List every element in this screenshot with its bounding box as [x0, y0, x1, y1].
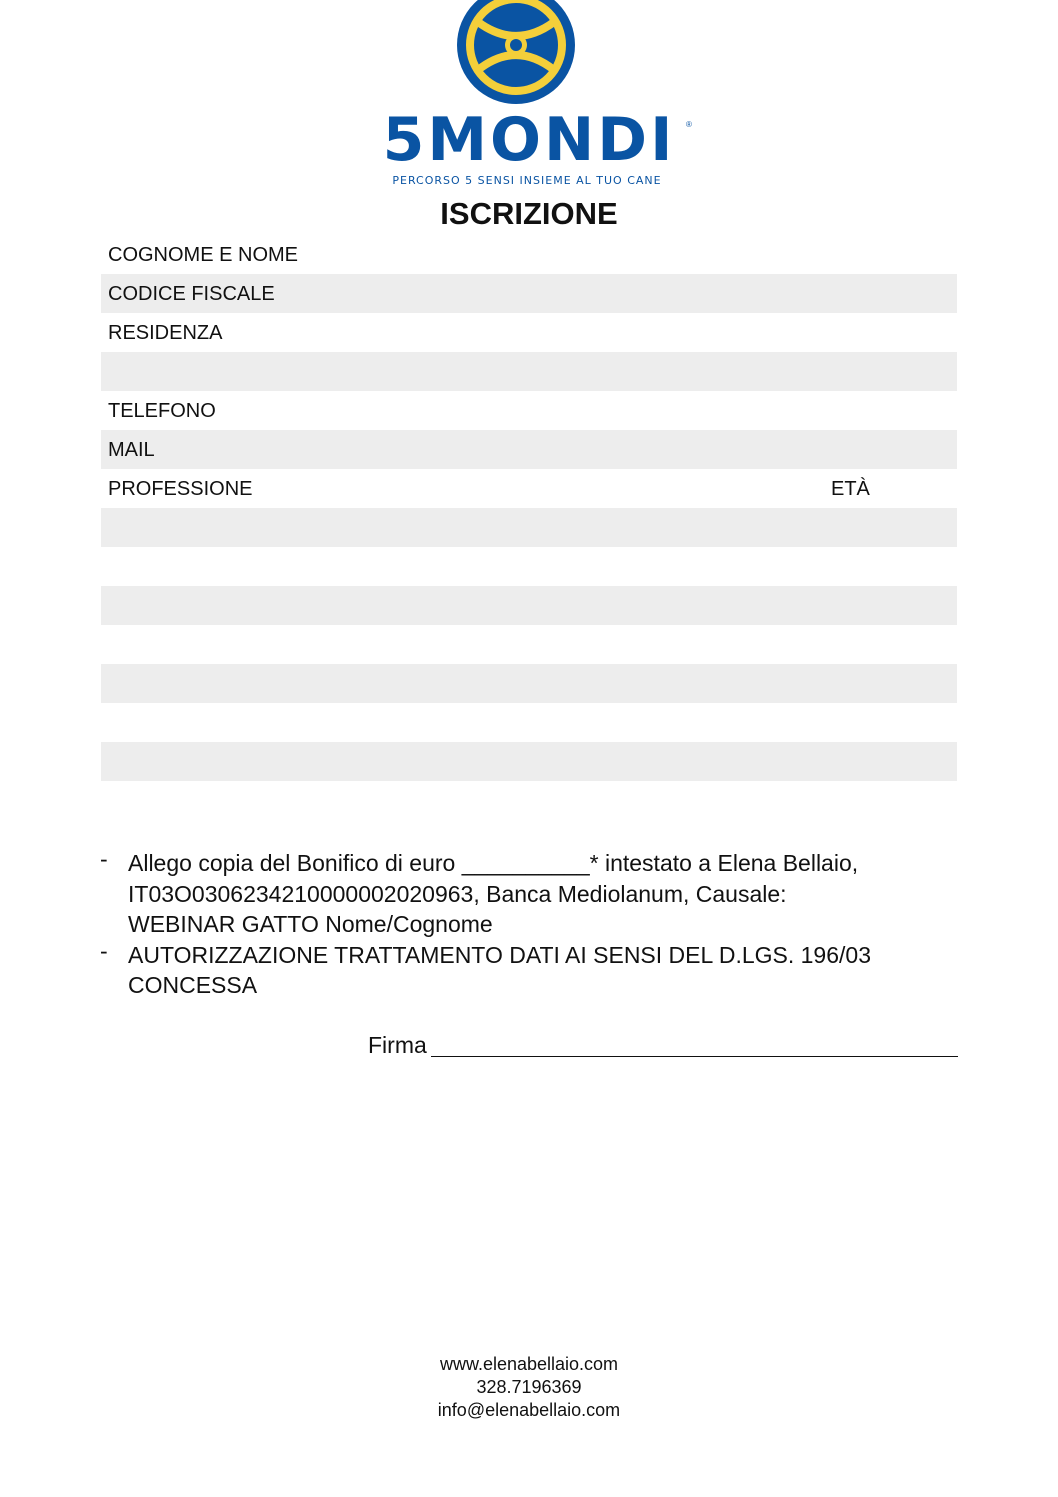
form-row[interactable]	[101, 703, 957, 742]
form-row[interactable]	[101, 274, 957, 313]
form-row-label: MAIL	[108, 439, 155, 461]
form-row[interactable]	[101, 664, 957, 703]
form-row-label: CODICE FISCALE	[108, 283, 275, 305]
signature-line[interactable]	[431, 1056, 958, 1057]
footer-email: info@elenabellaio.com	[437, 1400, 621, 1420]
form-row[interactable]	[101, 742, 957, 781]
signature-field[interactable]	[368, 1030, 958, 1060]
form-row[interactable]	[101, 391, 957, 430]
form-row-label: COGNOME E NOME	[108, 244, 299, 266]
brand-tagline: PERCORSO 5 SENSI INSIEME AL TUO CANE	[392, 174, 662, 187]
form-row-label-secondary: ETÀ	[831, 478, 870, 500]
footer	[0, 1353, 1058, 1422]
brand-logo	[0, 0, 1058, 195]
declaration-line: AUTORIZZAZIONE TRATTAMENTO DATI AI SENSI DEL D.LGS. 196/03	[128, 941, 871, 968]
bullet-dash: -	[100, 846, 108, 872]
declaration-line: Allego copia del Bonifico di euro __________* intestato a Elena Bellaio,	[128, 850, 859, 876]
brand-name: 5MONDI	[382, 105, 676, 175]
form-row[interactable]	[101, 313, 957, 352]
declaration-item	[100, 848, 980, 940]
footer-phone: 328.7196369	[476, 1377, 582, 1397]
form-row-label: PROFESSIONE	[108, 478, 253, 500]
registered-mark: ®	[686, 120, 692, 129]
form-row[interactable]	[101, 235, 957, 274]
form-row[interactable]	[101, 586, 957, 625]
declaration-line: IT03O0306234210000002020963, Banca Mediolanum, Causale:	[128, 880, 787, 907]
bullet-dash: -	[100, 937, 108, 964]
form-row-label: RESIDENZA	[108, 322, 223, 344]
form-row[interactable]	[101, 547, 957, 586]
form-row-label: TELEFONO	[108, 400, 216, 422]
form-row[interactable]	[101, 352, 957, 391]
form-row[interactable]	[101, 625, 957, 664]
registration-form	[101, 235, 957, 781]
form-row[interactable]	[101, 508, 957, 547]
declaration-line: WEBINAR GATTO Nome/Cognome	[128, 911, 493, 937]
signature-label: Firma	[368, 1032, 427, 1058]
page-title: ISCRIZIONE	[440, 196, 618, 231]
form-row[interactable]	[101, 469, 957, 508]
form-row[interactable]	[101, 430, 957, 469]
declaration-item	[100, 937, 980, 1001]
footer-website: www.elenabellaio.com	[439, 1354, 619, 1374]
declaration-line: CONCESSA	[128, 972, 258, 998]
declarations	[100, 848, 980, 1001]
